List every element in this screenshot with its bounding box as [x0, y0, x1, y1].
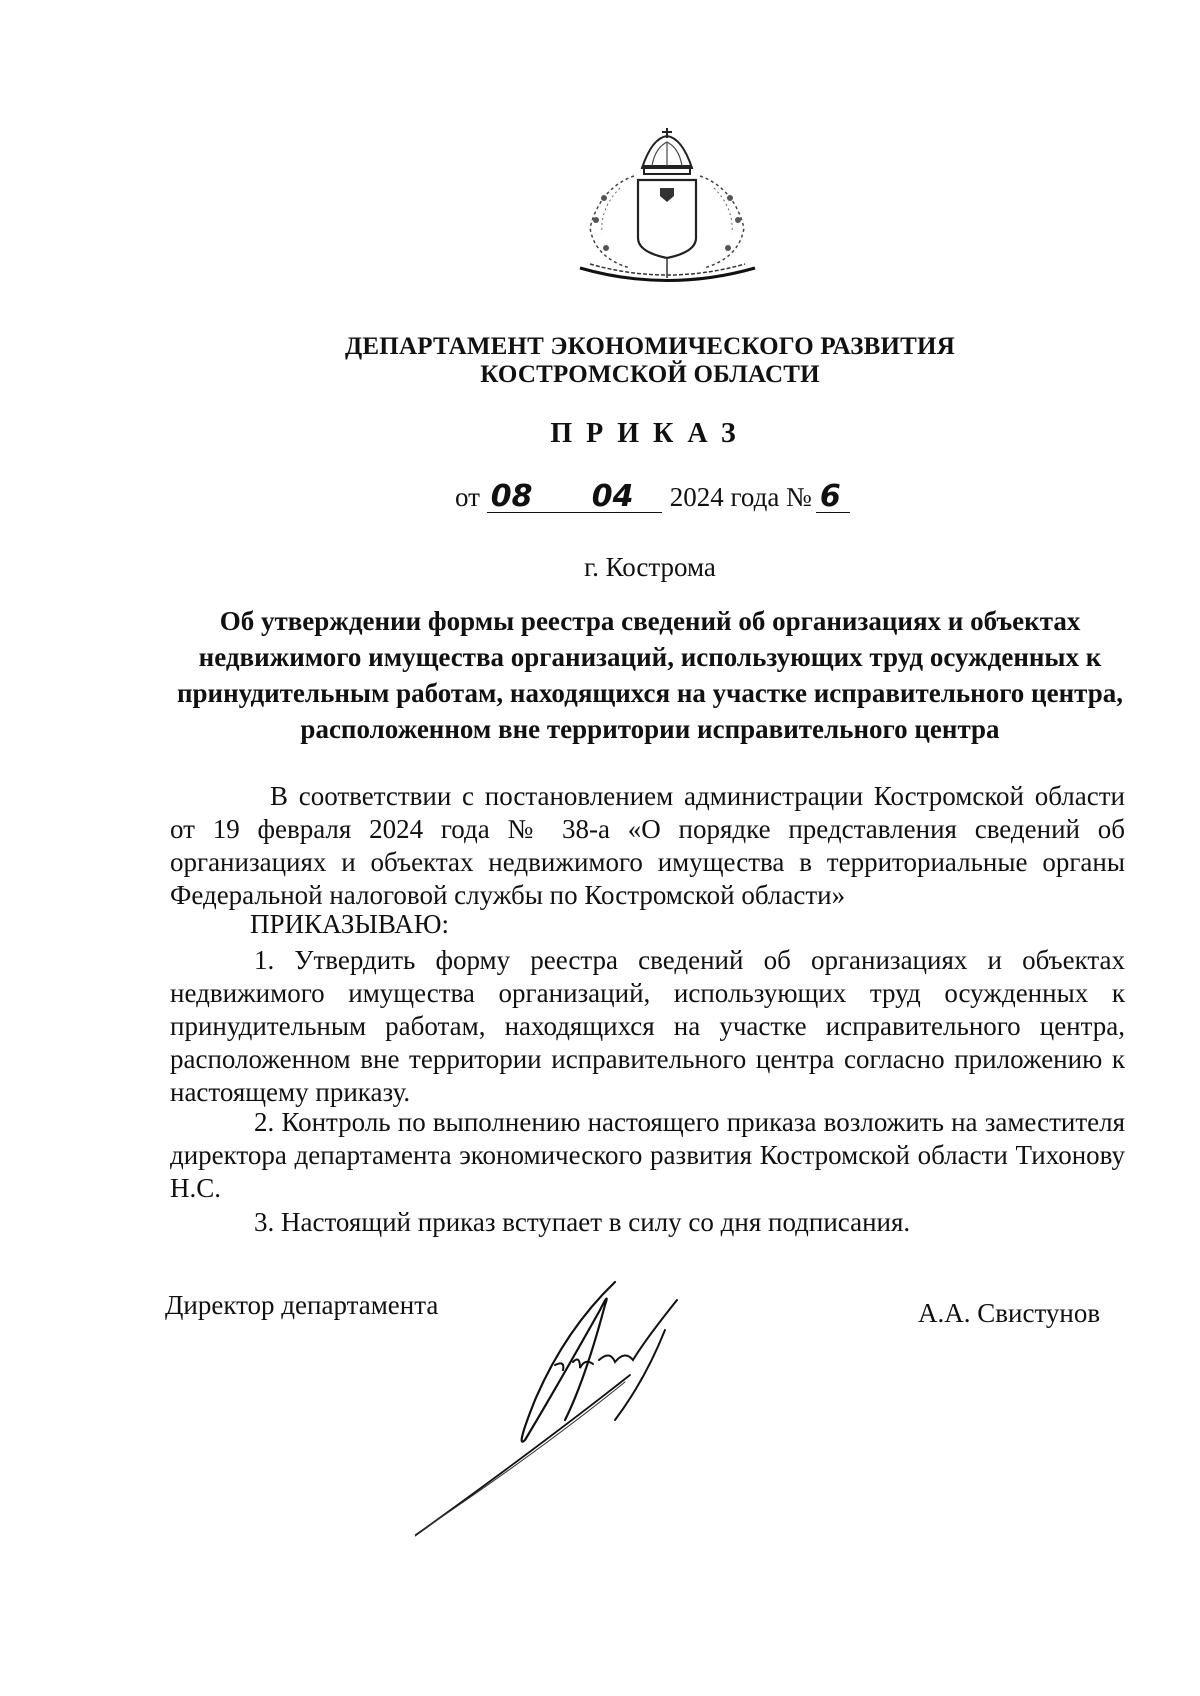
document-type-title: ПРИКАЗ — [550, 418, 750, 449]
date-prefix: от — [455, 482, 480, 512]
department-name-line1: ДЕПАРТАМЕНТ ЭКОНОМИЧЕСКОГО РАЗВИТИЯ — [345, 333, 955, 360]
document-date-line — [455, 479, 850, 514]
signer-position: Директор департамента — [165, 1290, 439, 1320]
order-item-2: 2. Контроль по выполнению настоящего приказа возложить на заместителя директора департамента экономического развития Костромской области Тихонову Н.С. — [170, 1107, 1125, 1203]
signer-name: А.А. Свистунов — [918, 1298, 1101, 1328]
handwritten-signature-icon — [415, 1270, 755, 1560]
order-item-1: 1. Утвердить форму реестра сведений об организациях и объектах недвижимого имущества организаций, использующих труд осужденных к принудительным работам, находящихся на участке исправительного центра, расположенном вне территории исправительного центра согласно приложению к настоящему приказу. — [170, 945, 1125, 1107]
kostroma-coat-of-arms-icon — [560, 128, 775, 293]
date-month: 04 — [586, 482, 662, 513]
document-subject: Об утверждении формы реестра сведений об организациях и объектах недвижимого имущества организаций, использующих труд осужденных к принудительным работам, находящихся на участке исправительного центра, расположенном вне территории исправительного центра — [176, 606, 1124, 744]
date-day: 08 — [487, 482, 586, 513]
document-number: 6 — [816, 482, 850, 513]
date-year-text: 2024 года № — [669, 482, 812, 512]
order-word: ПРИКАЗЫВАЮ: — [250, 909, 449, 939]
order-item-3: 3. Настоящий приказ вступает в силу со дня подписания. — [254, 1207, 911, 1237]
city-name: г. Кострома — [584, 552, 716, 582]
department-name-line2: КОСТРОМСКОЙ ОБЛАСТИ — [480, 361, 820, 388]
preamble-paragraph: В соответствии с постановлением администрации Костромской области от 19 февраля 2024 года № 38-а «О порядке представления сведений об организациях и объектах недвижимого имущества в территориальные органы Федеральной налоговой службы по Костромской области» — [170, 781, 1125, 910]
